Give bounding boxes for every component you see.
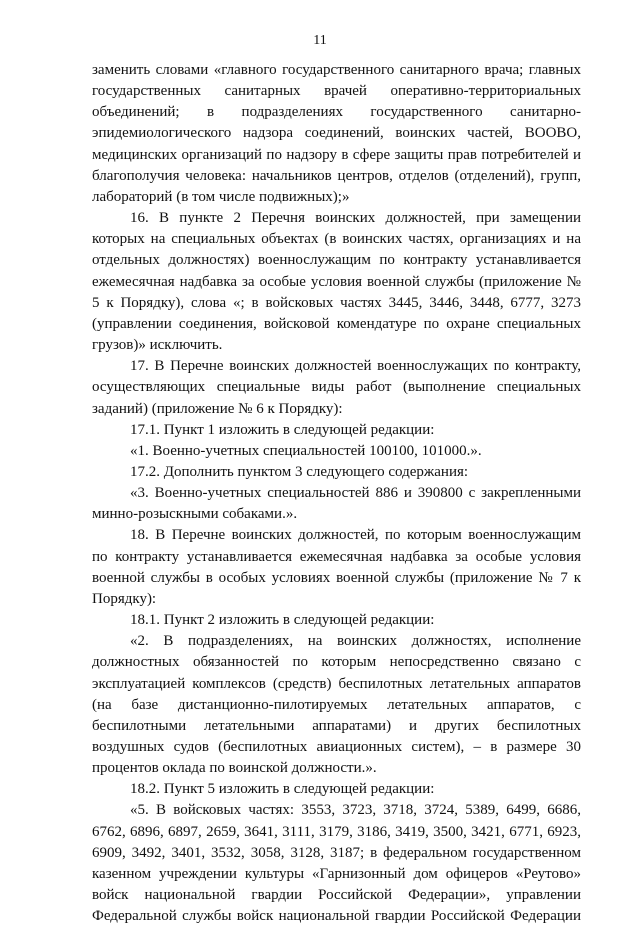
paragraph-quote-point-2: «2. В подразделениях, на воинских должностях, исполнение должностных обязанностей по которым непосредственно связано с эксплуатацией комплексов (средств) беспилотных летательных аппаратов (на базе дистанционно-пилотируемых летательных аппаратов, с беспилотными летательными аппаратами) и других беспилотных воздушных судов (беспилотных авиационных систем), – в размере 30 процентов оклада по воинской должности.».	[92, 633, 581, 777]
paragraph-item-16: 16. В пункте 2 Перечня воинских должностей, при замещении которых на специальных объектах (в воинских частях, организациях и на отдельных должностях) военнослужащим по контракту устанавливается ежемесячная надбавка за особые условия военной службы (приложение № 5 к Порядку), слова «; в войсковых частях 3445, 3446, 3448, 6777, 3273 (управлении соединения, войсковой комендатуре по охране специальных грузов)» исключить.	[92, 210, 581, 354]
paragraph-item-18: 18. В Перечне воинских должностей, по которым военнослужащим по контракту устанавливается ежемесячная надбавка за особые условия военной службы в особых условиях военной службы (приложение № 7 к Порядку):	[92, 527, 581, 607]
paragraph-item-17: 17. В Перечне воинских должностей военнослужащих по контракту, осуществляющих специальные виды работ (выполнение специальных заданий) (приложение № 6 к Порядку):	[92, 358, 581, 417]
paragraph-continuation: заменить словами «главного государственного санитарного врача; главных государственных санитарных врачей оперативно-территориальных объединений; в подразделениях государственного санитарно-эпидемиологического надзора соединений, воинских частей, ВООВО, медицинских организаций по надзору в сфере защиты прав потребителей и благополучия человека: начальников центров, отделов (отделений), групп, лабораторий (в том числе подвижных);»	[92, 62, 581, 205]
paragraph-quote-point-3: «3. Военно-учетных специальностей 886 и 390800 с закрепленными минно-розыскными собаками.».	[92, 485, 581, 523]
paragraph-item-17-2: 17.2. Дополнить пунктом 3 следующего содержания:	[130, 463, 469, 480]
document-body	[92, 60, 581, 927]
paragraph-item-17-1: 17.1. Пункт 1 изложить в следующей редакции:	[130, 421, 435, 438]
paragraph-quote-point-5: «5. В войсковых частях: 3553, 3723, 3718, 3724, 5389, 6499, 6686, 6762, 6896, 6897, 2659, 3641, 3111, 3179, 3186, 3419, 3500, 3421, 6771, 6923, 6909, 3492, 3401, 3532, 3058, 3128, 3187; в федеральном государственном казенном учреждении культуры «Гарнизонный дом офицеров «Реутово» войск национальной гвардии Российской Федерации», управлении Федеральной службы войск национальной гвардии Российской Федерации	[92, 802, 581, 925]
page-number: 11	[313, 33, 327, 48]
paragraph-item-18-1: 18.1. Пункт 2 изложить в следующей редакции:	[130, 612, 435, 629]
paragraph-item-18-2: 18.2. Пункт 5 изложить в следующей редакции:	[130, 781, 435, 798]
paragraph-quote-point-1: «1. Военно-учетных специальностей 100100, 101000.».	[130, 442, 482, 459]
